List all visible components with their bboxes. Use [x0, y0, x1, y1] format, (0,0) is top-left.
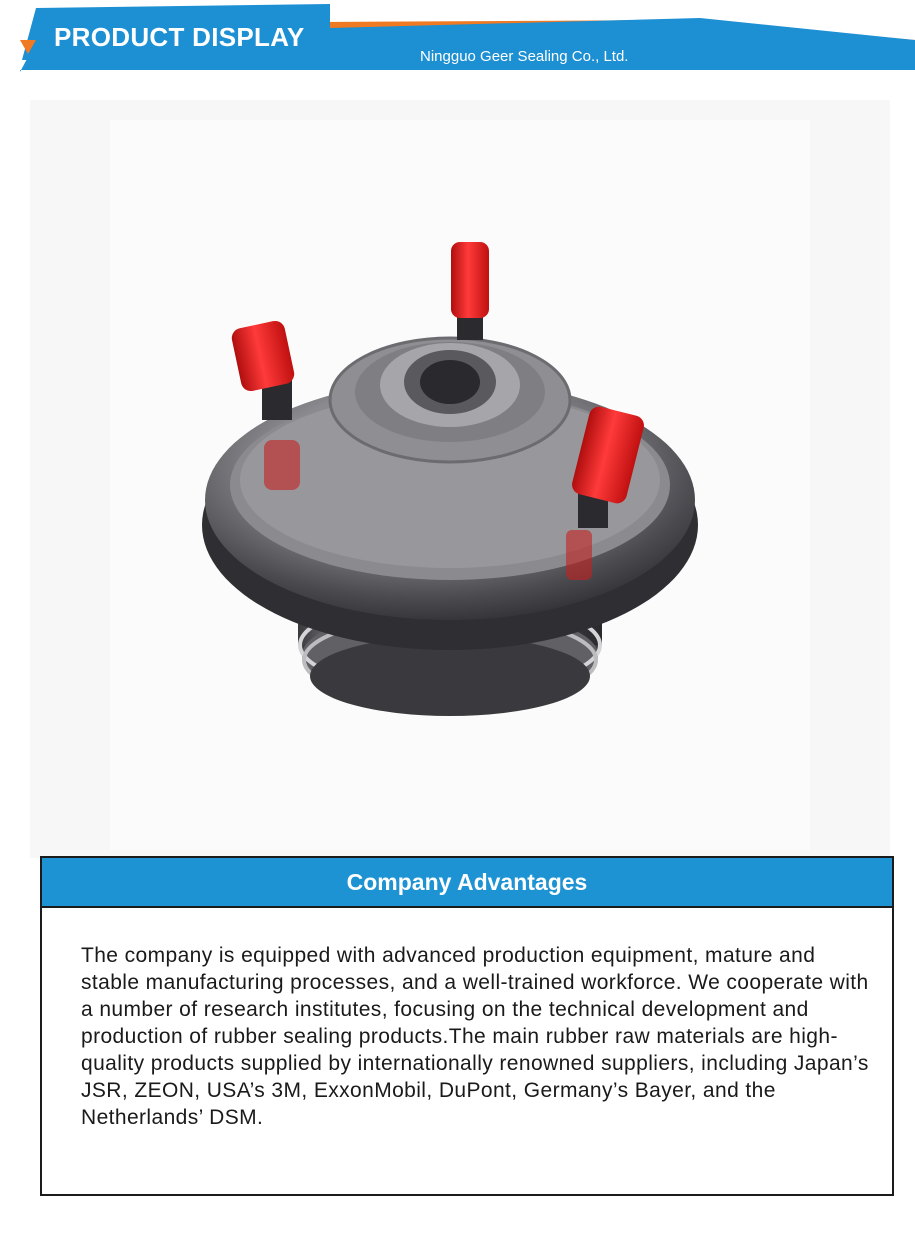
panel-header [42, 858, 892, 908]
rubber-seal-product-icon [0, 80, 915, 858]
company-advantages-panel [40, 856, 894, 1196]
advantages-text: The company is equipped with advanced production equipment, mature and stable manufacturing processes, and a well-trained workforce. We cooperate with a number of research institutes, focusing on the technical development and production of rubber sealing products.The main rubber raw materials are high-quality products supplied by internationally renowned suppliers, including Japan’s JSR, ZEON, USA’s 3M, ExxonMobil, DuPont, Germany’s Bayer, and the Netherlands’ DSM. [81, 944, 869, 1129]
product-photo [0, 80, 915, 858]
company-name: Ningguo Geer Sealing Co., Ltd. [420, 48, 629, 65]
header-banner [0, 0, 915, 80]
panel-title: Company Advantages [346, 869, 588, 895]
page-title: PRODUCT DISPLAY [54, 22, 305, 52]
